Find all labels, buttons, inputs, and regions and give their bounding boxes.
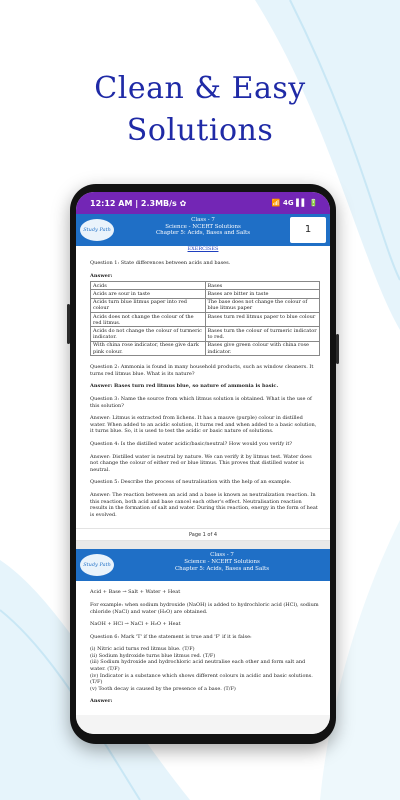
table-row bbox=[91, 341, 320, 355]
table-cell: The base does not change the colour of blue litmus paper bbox=[205, 298, 320, 312]
answer-4: Answer: Distilled water is neutral by nature. We can verify it by litmus test. Water does not change the colour of either red or blue litmus. This proves that distilled water is neutral. bbox=[90, 453, 312, 473]
headline-line2: Solutions bbox=[126, 113, 274, 148]
study-path-logo: Study Path bbox=[80, 554, 114, 576]
table-cell: Bases give green colour with china rose indicator. bbox=[205, 341, 320, 355]
header-chapter: Chapter 5: Acids, Bases and Salts bbox=[174, 565, 270, 572]
table-cell: With china rose indicator, these give dark pink colour. bbox=[91, 341, 206, 355]
header-class: Class - 7 bbox=[210, 552, 234, 559]
pdf-viewer[interactable] bbox=[76, 214, 330, 734]
header-subject: Science - NCERT Solutions bbox=[165, 223, 241, 230]
status-bar bbox=[76, 192, 330, 214]
status-icons: 📶 4G ▌▌ 🔋 bbox=[271, 199, 318, 207]
table-row bbox=[91, 313, 320, 327]
table-row bbox=[91, 327, 320, 341]
pdf-page-2 bbox=[76, 549, 330, 715]
answer-3: Answer: Litmus is extracted from lichens. It has a mauve (purple) colour in distilled water. When added to an acidic solution, it turns red and when added to a basic solution, it turns blue. So, it is used to test the acidic or basic nature of solutions. bbox=[90, 415, 317, 435]
table-cell: Acids are sour in taste bbox=[91, 290, 206, 298]
q6-item: (iv) Indicator is a substance which shows different colours in acidic and basic solutions. (T/F) bbox=[90, 672, 313, 686]
study-path-logo: Study Path bbox=[80, 219, 114, 241]
question-6: Question 6: Mark 'T' if the statement is true and 'F' if it is false: bbox=[90, 633, 252, 640]
question-3: Question 3: Name the source from which litmus solution is obtained. What is the use of this solution? bbox=[90, 396, 312, 409]
volume-button bbox=[67, 304, 70, 344]
example-equation: NaOH + HCl → NaCl + H₂O + Heat bbox=[90, 621, 181, 628]
table-cell: Acids turn blue litmus paper into red colour bbox=[91, 298, 206, 312]
question-4: Question 4: Is the distilled water acidic/basic/neutral? How would you verify it? bbox=[90, 440, 293, 447]
page-content bbox=[76, 581, 330, 715]
header-class: Class - 7 bbox=[191, 217, 215, 223]
answer-label: Answer: bbox=[90, 698, 113, 705]
table-cell: Bases turn red litmus paper to blue colour bbox=[205, 313, 320, 327]
answer-5: Answer: The reaction between an acid and a base is known as neutralization reaction. In this reaction, both acid and base cancel each other's effect. Neutralisation reaction results in the formation of salt and water. During this reaction, energy in the form of heat is evolved. bbox=[90, 491, 318, 518]
question-1: Question 1: State differences between acids and bases. bbox=[90, 260, 231, 266]
exercises-heading: EXERCISES bbox=[187, 246, 219, 252]
doc-header bbox=[76, 214, 330, 246]
table-header-acids: Acids bbox=[91, 282, 206, 290]
page-number-box[interactable]: 1 bbox=[290, 217, 326, 243]
q6-item: (i) Nitric acid turns red litmus blue. (T/F) bbox=[90, 646, 195, 653]
status-time: 12:12 AM | 2.3MB/s ✿ bbox=[90, 198, 187, 208]
acids-bases-table bbox=[90, 281, 320, 356]
table-header-bases: Bases bbox=[205, 282, 320, 290]
headline-line1: Clean & Easy bbox=[94, 71, 306, 106]
q6-item: (iii) Sodium hydroxide and hydrochloric acid neutralise each other and form salt and water. (T/F) bbox=[90, 659, 306, 673]
headline bbox=[0, 68, 400, 152]
table-cell: Bases are bitter in taste bbox=[205, 290, 320, 298]
example-text: For example: when sodium hydroxide (NaOH) is added to hydrochloric acid (HCl), sodium chloride (NaCl) and water (H₂O) are obtained. bbox=[90, 601, 319, 615]
table-cell: Bases turn the colour of turmeric indicator to red. bbox=[205, 327, 320, 341]
table-row bbox=[91, 290, 320, 298]
q6-item: (v) Tooth decay is caused by the presence of a base. (T/F) bbox=[90, 685, 236, 692]
neutralisation-formula: Acid + Base → Salt + Water + Heat bbox=[90, 589, 181, 596]
table-cell: Acids do not change the colour of turmeric indicator. bbox=[91, 327, 206, 341]
power-button bbox=[336, 334, 339, 364]
answer-2: Answer: Bases turn red litmus blue, so nature of ammonia is basic. bbox=[90, 383, 279, 390]
question-2: Question 2: Ammonia is found in many household products, such as window cleaners. It turns red litmus blue. What is its nature? bbox=[90, 364, 314, 377]
page-indicator: Page 1 of 4 bbox=[76, 528, 330, 541]
q6-item: (ii) Sodium hydroxide turns blue litmus red. (T/F) bbox=[90, 652, 216, 659]
page-gap bbox=[76, 541, 330, 549]
doc-header bbox=[76, 549, 330, 581]
table-row bbox=[91, 298, 320, 312]
pdf-page-1 bbox=[76, 214, 330, 528]
header-subject: Science - NCERT Solutions bbox=[184, 558, 260, 565]
answer-label: Answer: bbox=[90, 272, 113, 279]
phone-mockup bbox=[70, 184, 336, 744]
phone-screen bbox=[76, 192, 330, 734]
header-chapter: Chapter 5: Acids, Bases and Salts bbox=[155, 230, 251, 237]
table-cell: Acids does not change the colour of the red litmus. bbox=[91, 313, 206, 327]
question-5: Question 5: Describe the process of neutralisation with the help of an example. bbox=[90, 479, 292, 486]
page-content bbox=[76, 252, 330, 528]
